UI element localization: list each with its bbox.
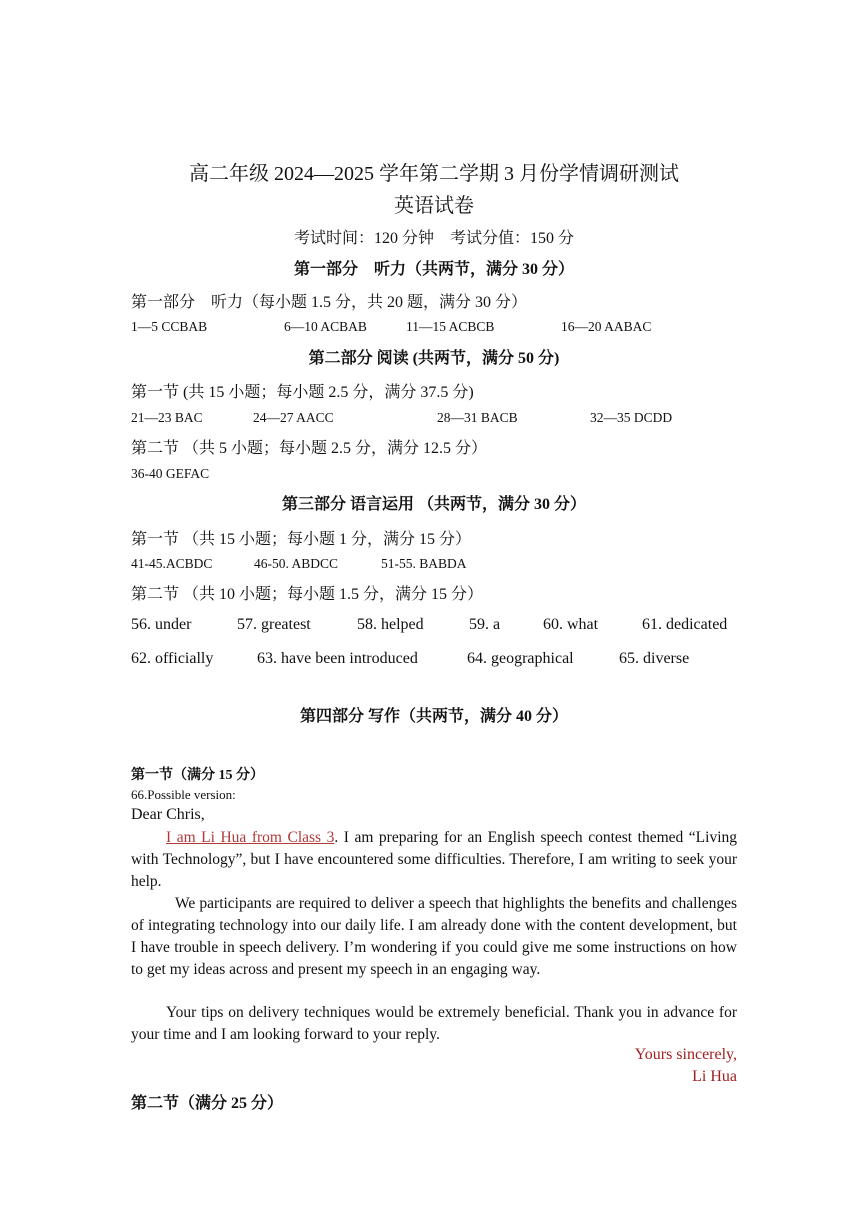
answer-item: 60. what: [543, 616, 599, 633]
sample-note: 66.Possible version:: [131, 787, 236, 802]
exam-subject: 英语试卷: [394, 195, 474, 217]
answer-item: 56. under: [131, 616, 192, 633]
letter-paragraph-2: We participants are required to deliver a speech that highlights the benefits and challenges of integrating technology into our daily life. I am already done with the content development, but I have trouble in speech delivery. I’m wondering if you could give me some instructions on how to get my ideas across and present my speech in an engaging way.: [131, 895, 737, 978]
letter-closing: Yours sincerely,: [634, 1046, 737, 1063]
answer-group: 1—5 CCBAB: [131, 319, 208, 334]
answer-item: 61. dedicated: [642, 616, 728, 633]
part4-heading: 第四部分 写作（共两节，满分 40 分）: [299, 708, 568, 725]
letter-greeting: Dear Chris,: [131, 806, 205, 823]
underlined-intro: I am Li Hua from Class 3: [166, 829, 335, 846]
part2-section2: 第二节 （共 5 小题；每小题 2.5 分，满分 12.5 分）: [131, 440, 488, 457]
exam-info: 考试时间：120 分钟 考试分值：150 分: [293, 230, 574, 247]
letter-paragraph-3: Your tips on delivery techniques would be extremely beneficial. Thank you in advance for your time and I am looking forward to your reply.: [131, 1004, 737, 1043]
part3-section2: 第二节 （共 10 小题；每小题 1.5 分，满分 15 分）: [131, 586, 484, 603]
part2-heading: 第二部分 阅读 (共两节，满分 50 分): [308, 350, 560, 367]
answer-group: 41-45.ACBDC: [131, 556, 213, 571]
letter-paragraph-1: [131, 827, 737, 893]
part1-heading: 第一部分 听力（共两节，满分 30 分）: [293, 261, 574, 278]
answer-group: 24—27 AACC: [253, 410, 334, 425]
part3-heading: 第三部分 语言运用 （共两节，满分 30 分）: [281, 496, 586, 513]
answer-item: 62. officially: [131, 650, 214, 667]
answer-group: 36-40 GEFAC: [131, 466, 210, 481]
part2-section1: 第一节 (共 15 小题；每小题 2.5 分，满分 37.5 分): [131, 384, 474, 401]
answer-group: 11—15 ACBCB: [406, 319, 495, 334]
part4-section1: 第一节（满分 15 分）: [131, 768, 264, 783]
answer-group: 46-50. ABDCC: [254, 556, 339, 571]
answer-group: 6—10 ACBAB: [284, 319, 367, 334]
answer-group: 32—35 DCDD: [590, 410, 673, 425]
paragraph-text: . I am preparing for an English speech contest themed “Living with Technology”, but I have encountered some difficulties. Therefore, I am writing to seek your help.: [131, 829, 737, 890]
answer-group: 16—20 AABAC: [561, 319, 652, 334]
answer-group: 28—31 BACB: [437, 410, 518, 425]
answer-item: 64. geographical: [467, 650, 574, 667]
answer-item: 57. greatest: [237, 616, 311, 633]
exam-title: 高二年级 2024—2025 学年第二学期 3 月份学情调研测试: [189, 163, 679, 185]
answer-item: 63. have been introduced: [257, 650, 418, 667]
letter-signature: Li Hua: [692, 1068, 737, 1085]
part1-section: 第一部分 听力（每小题 1.5 分，共 20 题，满分 30 分）: [131, 294, 528, 311]
answer-group: 21—23 BAC: [131, 410, 203, 425]
answer-item: 58. helped: [357, 616, 424, 633]
answer-item: 59. a: [469, 616, 501, 633]
answer-item: 65. diverse: [619, 650, 690, 667]
answer-group: 51-55. BABDA: [381, 556, 467, 571]
part3-section1: 第一节 （共 15 小题；每小题 1 分，满分 15 分）: [131, 531, 472, 548]
part4-section2: 第二节（满分 25 分）: [131, 1095, 284, 1112]
